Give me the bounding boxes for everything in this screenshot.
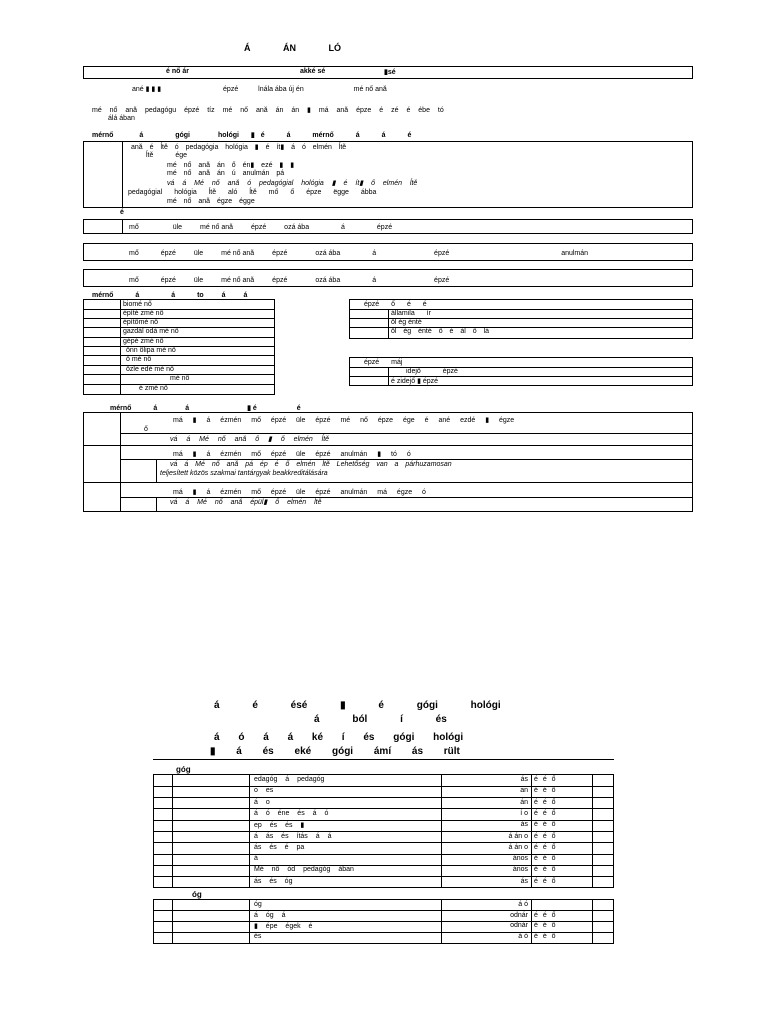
left-item-1: biomé nő bbox=[123, 301, 152, 308]
intro-line bbox=[132, 85, 387, 93]
p2t1-r1-c1: an bbox=[520, 787, 528, 795]
p2t1-r5-c1: á án o bbox=[508, 832, 528, 840]
p2t1-r9-c2: é é ő bbox=[534, 877, 556, 885]
box-1 bbox=[83, 141, 693, 208]
header-text-2: akké sé bbox=[300, 68, 326, 75]
intro-part-4: mé nő ană bbox=[353, 86, 387, 93]
s1-h5: á bbox=[286, 132, 291, 139]
section3-table bbox=[83, 412, 693, 512]
p2-title-4: ▮ á és eké gógi ámí ás rült bbox=[210, 746, 460, 757]
s3-h3: ▮ é bbox=[247, 405, 257, 412]
r1-c0: mő bbox=[129, 224, 139, 231]
p2-title-2: á ból í és bbox=[314, 714, 447, 725]
left-item-8: özle edé mé nő bbox=[126, 366, 174, 373]
r2-c6: á bbox=[372, 250, 377, 257]
p2t1-r1-c0: o es bbox=[254, 787, 274, 795]
r2-c3: mé nő ană bbox=[221, 250, 255, 257]
right2-item-2: é zidejő ▮ épzé bbox=[391, 378, 439, 385]
p2-title-1: á é ésé ▮ é gógi hológi bbox=[214, 700, 501, 711]
r1-c5: á bbox=[341, 224, 345, 231]
r3-c4: épzé bbox=[272, 277, 288, 284]
r3-c1: épzé bbox=[160, 277, 176, 284]
p2t1-r2-c1: án bbox=[520, 798, 528, 806]
e-label: é bbox=[120, 209, 124, 216]
s3-h1: á bbox=[153, 405, 158, 412]
box1-line-4: mé nő ană án ú anulmán pá bbox=[167, 170, 285, 177]
r2-c4: épzé bbox=[272, 250, 288, 257]
p2t1-r4-c0: ep és és ▮ bbox=[254, 822, 305, 830]
paragraph-1b: álá ában bbox=[108, 115, 135, 122]
right2-head: épzé máj bbox=[364, 359, 403, 366]
p2t2-r1-c0: á óg á bbox=[254, 911, 286, 919]
p2t2-r3-c1: á ó bbox=[518, 933, 528, 941]
s2-h0: mérnő bbox=[92, 292, 114, 299]
s1-h1: á bbox=[139, 132, 144, 139]
intro-part-3: lnála ába új én bbox=[258, 86, 304, 93]
left-item-5: gépé zmé nő bbox=[123, 338, 164, 345]
r2-c1: épzé bbox=[160, 250, 176, 257]
row1-text bbox=[129, 224, 392, 231]
s1-h4: ▮ é bbox=[250, 132, 265, 139]
r2-c0: mő bbox=[129, 250, 139, 257]
p2t1-r7-c1: ános bbox=[512, 855, 528, 863]
row2-text bbox=[129, 250, 588, 257]
r2-c5: ozá ába bbox=[315, 250, 341, 257]
s3-block2-sub2: teljesített közös szakmai tantárgyak beakkreditálására bbox=[160, 470, 328, 477]
left-item-2: építé zmé nő bbox=[123, 310, 164, 317]
r2-c8: anulmán bbox=[561, 250, 589, 257]
r1-c6: épzé bbox=[376, 224, 393, 231]
r3-c3: mé nő ană bbox=[221, 277, 255, 284]
p2t1-r0-c1: ás bbox=[520, 776, 528, 783]
p2-group1-label: góg bbox=[176, 765, 191, 774]
right2-item-1: idejő épzé bbox=[406, 368, 458, 375]
r3-c0: mő bbox=[129, 277, 139, 284]
s3-block1-main: má ▮ á ézmén mő épzé üle épzé mé nő épze ége é ané ezdé ▮ égze bbox=[173, 417, 515, 424]
paragraph-1a: mé nő ană pedagógu épzé tíz mé nő ană án án ▮ má ană épze é zé é ébe tó bbox=[92, 107, 444, 114]
p2t1-r2-c0: á o bbox=[254, 798, 270, 806]
p2t1-r6-c1: á án o bbox=[508, 843, 528, 851]
p2t1-r0-c0: edagóg á pedagóg bbox=[254, 776, 325, 783]
right1-head: épzé ő é é bbox=[364, 301, 427, 308]
r1-c2: mé nő ană bbox=[199, 224, 234, 231]
s3-h4: é bbox=[296, 405, 301, 412]
p2t2-r2-c2: é é ő bbox=[534, 922, 556, 930]
section3-heading bbox=[110, 404, 301, 412]
p2-table-1 bbox=[153, 774, 614, 888]
p2t1-r5-c2: é é ő bbox=[534, 832, 556, 840]
p2t1-r5-c0: á ás és ítás á á bbox=[254, 832, 332, 840]
s3-block3-main: má ▮ á ézmén mő épzé üle épzé anulmán má égze ó bbox=[173, 489, 426, 496]
p2-title-3: á ó á á ké í és gógi hológi bbox=[214, 732, 464, 743]
s2-h5: á bbox=[243, 292, 248, 299]
left-item-10: é zmé nő bbox=[139, 385, 168, 392]
p2t1-r6-c2: é é ő bbox=[534, 843, 556, 851]
s2-h1: á bbox=[135, 292, 140, 299]
p2-group2-label: óg bbox=[192, 890, 202, 899]
right-list-table-2 bbox=[349, 357, 693, 386]
s1-h7: á bbox=[355, 132, 360, 139]
section2-heading bbox=[92, 292, 247, 299]
p2t2-r1-c2: é é ő bbox=[534, 911, 556, 919]
document-title: Á ÁN LÓ bbox=[244, 43, 341, 53]
p2t1-r7-c0: á bbox=[254, 855, 258, 863]
left-list-table bbox=[83, 299, 275, 395]
p2t2-r2-c1: odnár bbox=[510, 922, 528, 930]
box1-line-7: mé nő ană égze égge bbox=[167, 198, 255, 205]
p2t1-r8-c0: Mé nő ód pedagóg ában bbox=[254, 866, 354, 874]
header-text-3: ▮sé bbox=[384, 69, 396, 76]
s3-h2: á bbox=[185, 405, 190, 412]
s1-h0: mérnő bbox=[92, 132, 114, 139]
s1-h3: hológi bbox=[217, 132, 239, 139]
left-item-7: ő mé nő bbox=[126, 356, 152, 363]
s1-h9: é bbox=[407, 132, 412, 139]
header-text-1: é nő ár bbox=[166, 68, 189, 75]
row-box-3 bbox=[83, 269, 693, 287]
s1-h6: mérnő bbox=[312, 132, 334, 139]
p2t2-r0-c0: óg bbox=[254, 901, 262, 908]
r1-c1: üle bbox=[172, 224, 183, 231]
s3-block1-sub: vá á Mé nő ană ő ▮ ő elmén ĺtě bbox=[170, 436, 330, 443]
box1-line-6: pedagógial hológia ĺtě aló ĺtě mő ő épze ëgge ábba bbox=[128, 189, 377, 196]
s2-h3: to bbox=[197, 292, 204, 299]
p2t1-r2-c2: é é ő bbox=[534, 798, 556, 806]
p2t1-r3-c2: é é ő bbox=[534, 809, 556, 817]
header-box bbox=[83, 66, 693, 79]
s1-h2: gógi bbox=[175, 132, 190, 139]
s3-block2-sub: vá á Mé nő ană pá ép é ő elmén ĺtě Lehetőség van a párhuzamosan bbox=[170, 461, 452, 468]
left-item-4: gazdál odá mé nő bbox=[123, 328, 179, 335]
right1-item-3: öl ég énté ő é ál ő lá bbox=[391, 328, 490, 335]
p2t2-r3-c0: és bbox=[254, 933, 262, 941]
s3-block1-sub0: ő bbox=[144, 426, 148, 433]
intro-part-1: ané ▮ ▮ ▮ bbox=[132, 86, 162, 93]
intro-part-2: épzé bbox=[223, 86, 239, 93]
s3-block2-main: má ▮ á ézmén mő épzé üle épzé anulmán ▮ tó ó bbox=[173, 451, 411, 458]
box1-line-2: ĺtě ége bbox=[146, 152, 188, 159]
p2t2-r2-c0: ▮ épe égek é bbox=[254, 923, 313, 931]
box1-line-1: ană é ĺtě ó pedagógia hológia ▮ é ít▮ á ó elmén ĺtě bbox=[131, 144, 347, 151]
left-item-9: mé nő bbox=[170, 375, 190, 382]
r1-c3: épzé bbox=[251, 224, 267, 231]
p2t2-r3-c2: é é ő bbox=[534, 933, 556, 941]
right1-item-1: államila ír bbox=[391, 310, 431, 317]
left-item-3: építőmé nő bbox=[123, 319, 159, 326]
p2t1-r8-c1: ános bbox=[512, 866, 528, 874]
left-item-6: önn ölipa mé nő bbox=[126, 347, 176, 354]
p2t1-r4-c2: é é ő bbox=[534, 821, 556, 829]
r3-c5: ozá ába bbox=[315, 277, 341, 284]
right-list-table-1 bbox=[349, 299, 693, 339]
r3-c2: üle bbox=[193, 277, 204, 284]
row3-text bbox=[129, 277, 449, 284]
r1-c4: ozá ába bbox=[284, 224, 310, 231]
r3-c6: á bbox=[372, 277, 377, 284]
p2t1-r1-c2: é é ő bbox=[534, 787, 556, 795]
p2-rule bbox=[153, 759, 614, 760]
s2-h4: á bbox=[221, 292, 226, 299]
section1-heading bbox=[92, 131, 411, 139]
p2t2-r1-c1: odnár bbox=[510, 911, 528, 919]
r2-c2: üle bbox=[193, 250, 204, 257]
r3-c7: épzé bbox=[434, 277, 450, 284]
p2t1-r8-c2: é é ő bbox=[534, 866, 556, 874]
p2t2-r0-c1: á ó bbox=[518, 901, 528, 908]
p2t1-r4-c1: ás bbox=[520, 821, 528, 829]
p2t1-r9-c1: ás bbox=[520, 877, 528, 885]
box1-line-5: vá á Mé nő ană ó pedagógial hológia ▮ é ít▮ ő elmén ĺtě bbox=[167, 180, 418, 187]
p2t1-r3-c1: í o bbox=[520, 809, 528, 817]
row-box-1 bbox=[83, 219, 693, 234]
box1-line-3: mé nő ană án ő én▮ ezé ▮ ▮ bbox=[167, 162, 295, 169]
p2t1-r3-c0: á ó éne és á ó bbox=[254, 809, 329, 817]
row-box-2 bbox=[83, 243, 693, 261]
p2t1-r6-c0: ás és é pa bbox=[254, 843, 305, 851]
p2-table-2 bbox=[153, 899, 614, 944]
p2t1-r0-c2: é é ő bbox=[534, 776, 556, 783]
p2t1-r9-c0: ás és óg bbox=[254, 877, 293, 885]
right1-item-2: öl ég énté bbox=[391, 319, 422, 326]
s1-h8: á bbox=[381, 132, 386, 139]
p2t1-r7-c2: é é ő bbox=[534, 855, 556, 863]
s3-h0: mérnő bbox=[110, 405, 132, 412]
s2-h2: á bbox=[171, 292, 176, 299]
r2-c7: épzé bbox=[434, 250, 450, 257]
s3-block3-sub: vá á Mé nő ană épül▮ ő elmén ĺtě bbox=[170, 499, 322, 506]
